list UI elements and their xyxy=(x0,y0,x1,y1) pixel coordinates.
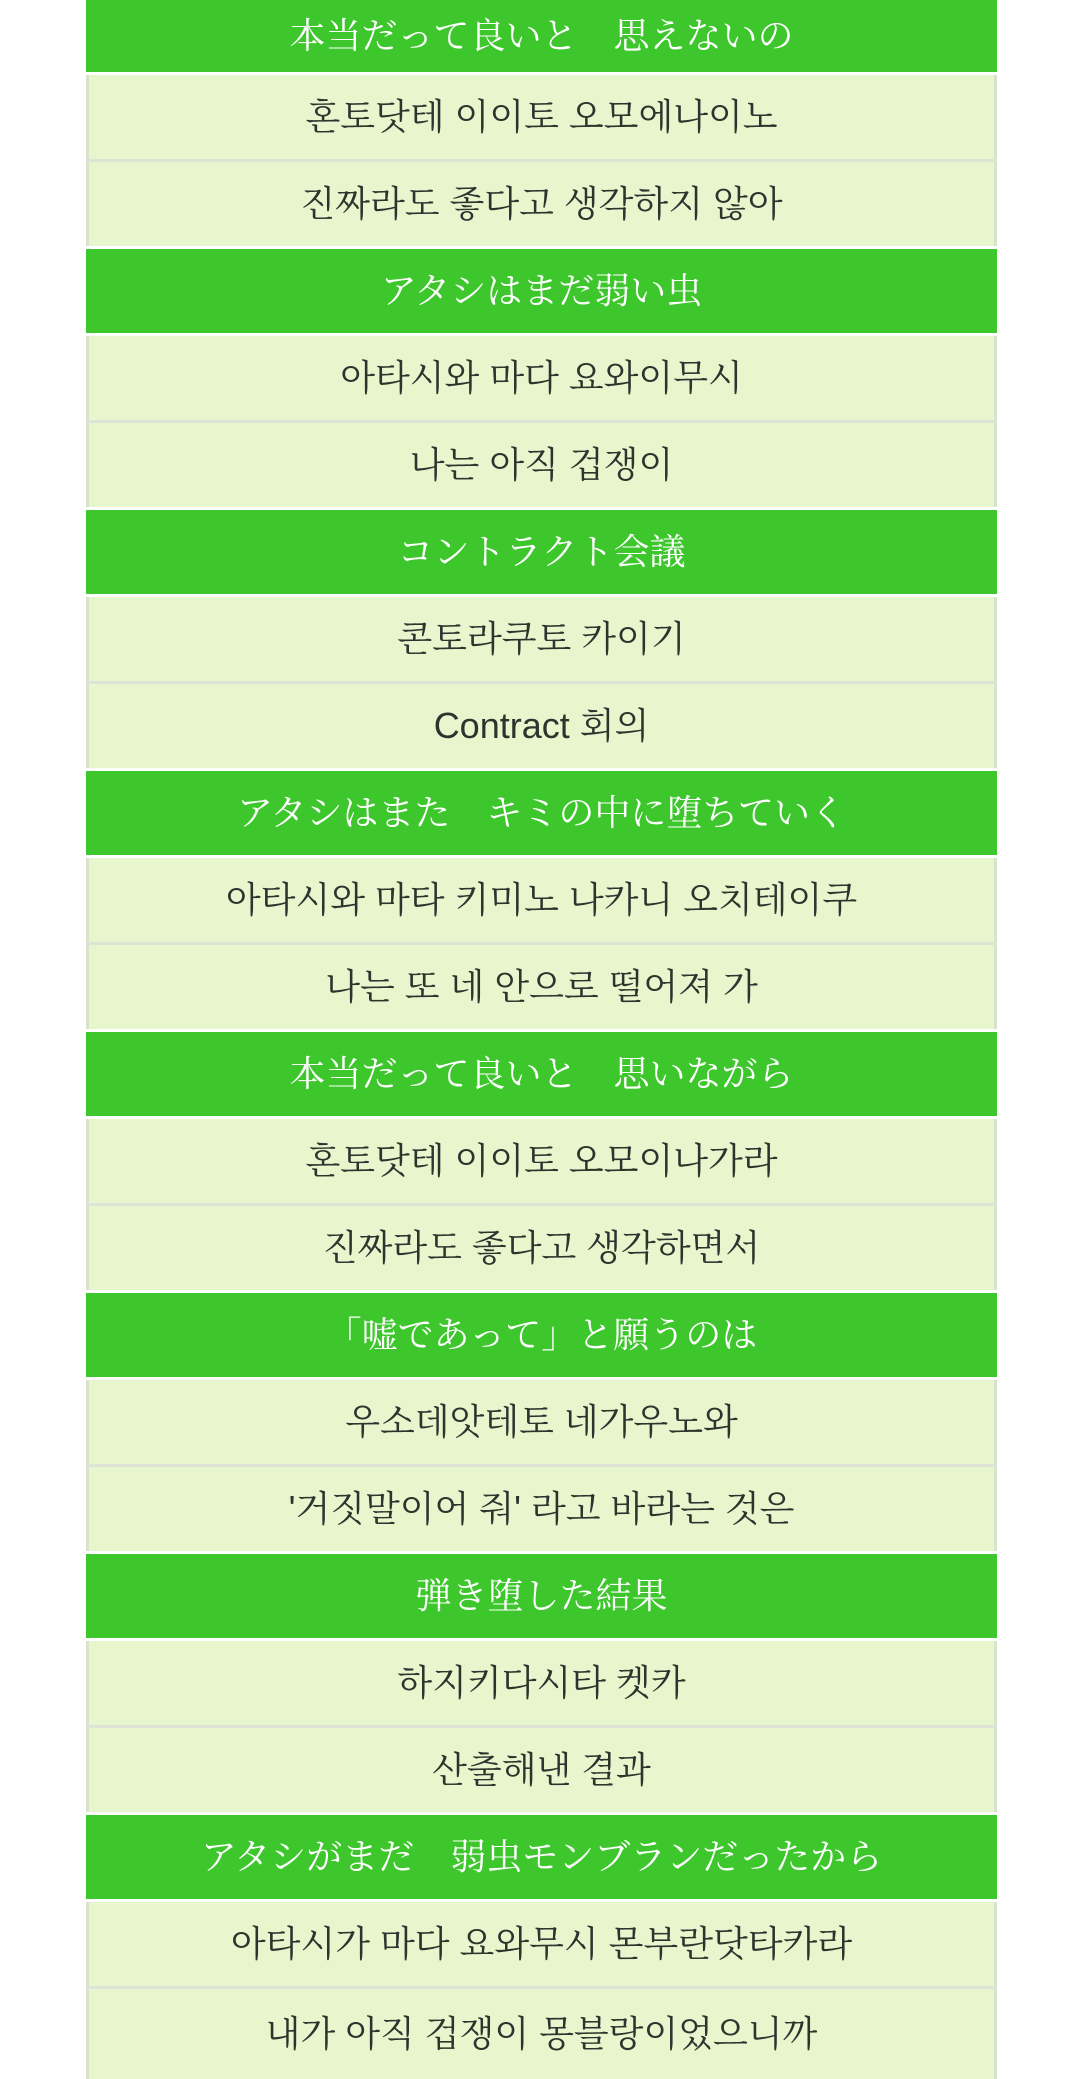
lyric-line-japanese xyxy=(86,1815,997,1899)
lyric-line-pronunciation xyxy=(86,75,997,159)
lyric-line-translation xyxy=(86,1989,997,2079)
lyric-text: '거짓말이어 줘' 라고 바라는 것은 xyxy=(288,1488,795,1530)
lyric-line-pronunciation xyxy=(86,1380,997,1464)
lyric-line-japanese xyxy=(86,1032,997,1116)
lyric-text: 本当だって良いと 思いながら xyxy=(289,1053,794,1095)
lyric-text: 산출해낸 결과 xyxy=(432,1749,651,1791)
lyric-line-japanese xyxy=(86,1554,997,1638)
lyric-text: 우소데앗테토 네가우노와 xyxy=(345,1401,738,1443)
lyric-line-pronunciation xyxy=(86,1641,997,1725)
lyric-line-japanese xyxy=(86,771,997,855)
lyric-text: 나는 또 네 안으로 떨어져 가 xyxy=(325,966,758,1008)
lyric-text: 弾き堕した結果 xyxy=(415,1575,668,1617)
lyric-line-translation xyxy=(86,1728,997,1812)
lyric-text: 혼토닷테 이이토 오모에나이노 xyxy=(305,96,778,138)
lyric-text: 콘토라쿠토 카이기 xyxy=(397,618,686,660)
lyric-text: 내가 아직 겁쟁이 몽블랑이었으니까 xyxy=(265,2013,818,2055)
lyric-line-japanese xyxy=(86,249,997,333)
lyric-line-japanese xyxy=(86,1293,997,1377)
lyric-line-translation xyxy=(86,423,997,507)
lyric-text: コントラクト会議 xyxy=(397,531,686,573)
lyric-line-japanese xyxy=(86,0,997,72)
lyric-line-translation xyxy=(86,1467,997,1551)
lyric-line-translation xyxy=(86,1206,997,1290)
lyric-text: アタシはまだ弱い虫 xyxy=(380,270,703,312)
lyric-text: アタシがまだ 弱虫モンブランだったから xyxy=(200,1836,883,1878)
lyric-text: 하지키다시타 켓카 xyxy=(397,1662,686,1704)
lyrics-table xyxy=(86,0,997,2079)
lyric-line-translation xyxy=(86,684,997,768)
lyric-line-pronunciation xyxy=(86,597,997,681)
lyric-text: Contract 회의 xyxy=(433,705,650,747)
lyric-text: 아타시와 마다 요와이무시 xyxy=(340,357,743,399)
lyric-line-pronunciation xyxy=(86,336,997,420)
lyric-line-japanese xyxy=(86,510,997,594)
lyric-text: 아타시와 마타 키미노 나카니 오치테이쿠 xyxy=(225,879,858,921)
lyric-text: 진짜라도 좋다고 생각하지 않아 xyxy=(300,183,783,225)
lyric-line-pronunciation xyxy=(86,858,997,942)
lyric-line-translation xyxy=(86,162,997,246)
lyric-text: 「嘘であって」と願うのは xyxy=(325,1314,758,1356)
lyric-line-pronunciation xyxy=(86,1902,997,1986)
lyric-text: 혼토닷테 이이토 오모이나가라 xyxy=(305,1140,778,1182)
lyric-text: アタシはまた キミの中に堕ちていく xyxy=(236,792,847,834)
lyric-text: 진짜라도 좋다고 생각하면서 xyxy=(322,1227,761,1269)
lyric-line-translation xyxy=(86,945,997,1029)
lyric-line-pronunciation xyxy=(86,1119,997,1203)
lyric-text: 나는 아직 겁쟁이 xyxy=(409,444,674,486)
lyric-text: 아타시가 마다 요와무시 몬부란닷타카라 xyxy=(230,1923,853,1965)
lyric-text: 本当だって良いと 思えないの xyxy=(289,15,794,57)
